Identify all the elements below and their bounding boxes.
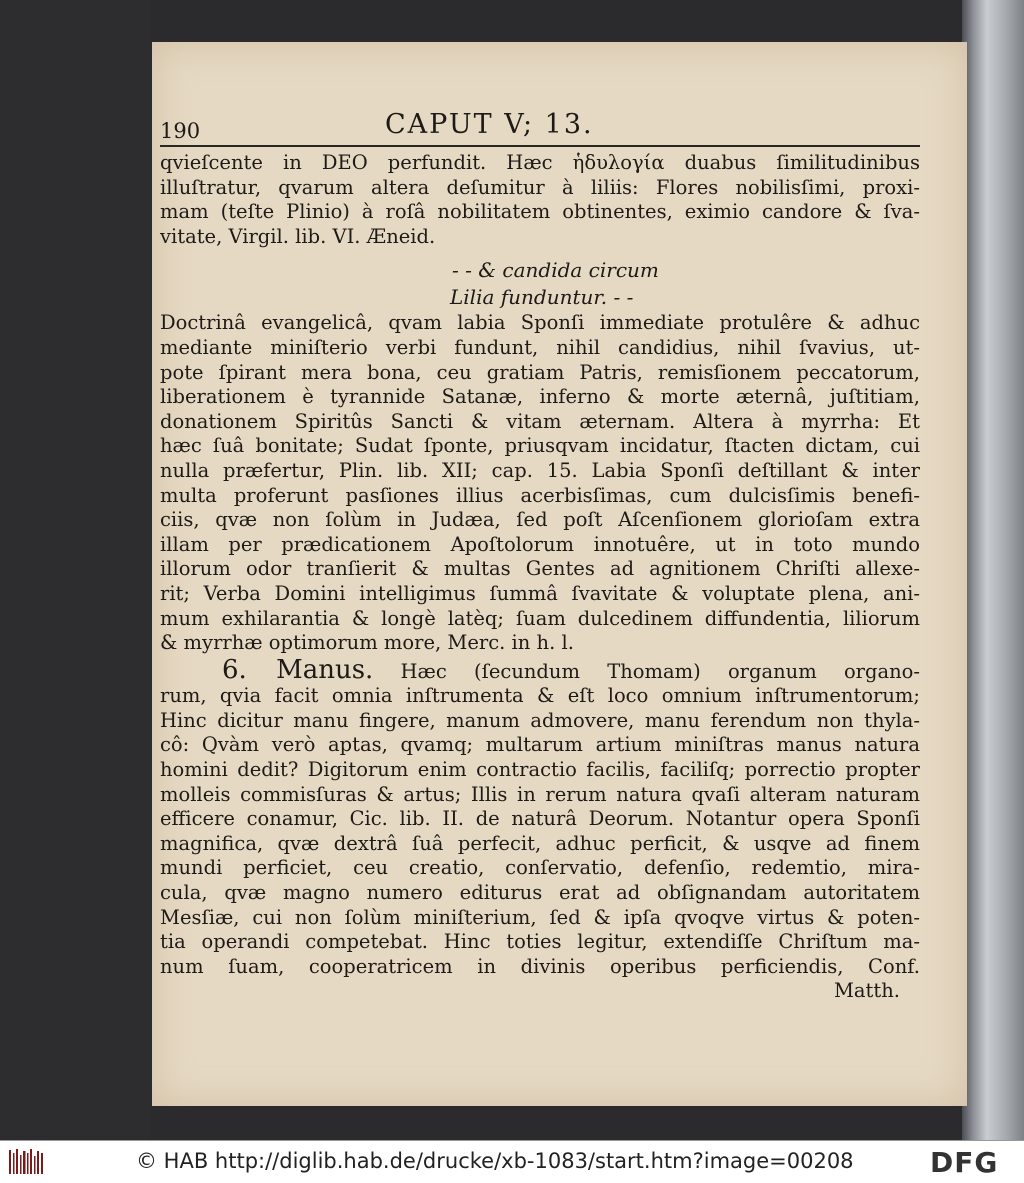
page-text: [160, 105, 920, 1004]
verse-quote-line: - - & candida circum: [452, 258, 659, 283]
text-line: multa proferunt pasſiones illius acerbisſimas, cum dulcisſimis benefi-: [160, 483, 920, 507]
text-line: mum exhilarantia & longè latèq; ſuam dulcedinem diffundentia, liliorum: [160, 606, 920, 630]
book-spine: [962, 0, 1024, 1140]
text-line: illam per prædicationem Apoſtolorum innotuêre, ut in toto mundo: [160, 532, 920, 556]
text-line: Mesſiæ, cui non ſolùm miniſterium, ſed & ipſa qvoqve virtus & poten-: [160, 905, 920, 929]
text-line: rum, qvia facit omnia inſtrumenta & eſt loco omnium inſtrumentorum;: [160, 684, 920, 708]
text-line: nulla præfertur, Plin. lib. XII; cap. 15. Labia Sponſi deſtillant & inter: [160, 458, 920, 482]
text-line: Doctrinâ evangelicâ, qvam labia Sponſi immediate protulêre & adhuc: [160, 311, 920, 335]
text-line: & myrrhæ optimorum more, Merc. in h. l.: [160, 631, 574, 655]
text-line: illuſtratur, qvarum altera deſumitur à liliis: Flores nobilisſimi, proxi-: [160, 175, 920, 199]
text-line: tia operandi competebat. Hinc toties legitur, extendiſſe Chriſtum ma-: [160, 930, 920, 954]
dfg-logo: DFG: [930, 1146, 999, 1179]
text-line: rit; Verba Domini intelligimus ſummâ ſvavitate & voluptate plena, ani-: [160, 581, 920, 605]
viewer-footer: [0, 1140, 1024, 1183]
text-line: efficere conamur, Cic. lib. II. de naturâ Deorum. Notantur opera Sponſi: [160, 807, 920, 831]
text-line: illorum odor tranſierit & multas Gentes ad agnitionem Chriſti allexe-: [160, 557, 920, 581]
text-line: donationem Spiritûs Sancti & vitam æternam. Altera à myrrha: Et: [160, 409, 920, 433]
text-line: pote ſpirant mera bona, ceu gratiam Patris, remisſionem peccatorum,: [160, 360, 920, 384]
text-line: homini dedit? Digitorum enim contractio facilis, faciliſq; porrectio propter: [160, 758, 920, 782]
text-line: liberationem è tyrannide Satanæ, inferno & morte æternâ, juſtitiam,: [160, 385, 920, 409]
text-line: mediante miniſterio verbi fundunt, nihil candidius, nihil ſvavius, ut-: [160, 335, 920, 359]
text-line: Hinc dicitur manu fingere, manum admovere, manu ferendum non thyla-: [160, 708, 920, 732]
text-line: mundi perficiet, ceu creatio, conſervatio, defenſio, redemtio, mira-: [160, 856, 920, 880]
page-header: [160, 105, 920, 147]
paragraph-opening: [160, 654, 920, 685]
section-lead: 6. Manus.: [222, 654, 374, 685]
verse-quote-line: Lilia funduntur. - -: [450, 285, 634, 310]
hab-barcode-logo-icon[interactable]: [8, 1147, 46, 1177]
text-line: hæc ſuâ bonitate; Sudat ſponte, priusqvam incidatur, ſtacten dictam, cui: [160, 434, 920, 458]
text-line: cô: Qvàm verò aptas, qvamq; multarum artium miniſtras manus natura: [160, 733, 920, 757]
page-number: 190: [160, 119, 201, 143]
text-line: cula, qvæ magno numero editurus erat ad obſignandam autoritatem: [160, 881, 920, 905]
text-line: qvieſcente in DEO perfundit. Hæc ἡδυλογία duabus ſimilitudinibus: [160, 151, 920, 174]
text-line: molleis commisſuras & artus; Illis in rerum natura qvaſi alteram naturam: [160, 782, 920, 806]
scanner-background-left: [0, 0, 150, 1140]
text-line: magnifica, qvæ dextrâ ſuâ perfecit, adhuc perficit, & usqve ad finem: [160, 831, 920, 855]
text-line: num ſuam, cooperatricem in divinis operibus perficiendis, Conf.: [160, 954, 920, 978]
text-line: ciis, qvæ non ſolùm in Judæa, ſed poſt Aſcenſionem glorioſam extra: [160, 508, 920, 532]
text-line: vitate, Virgil. lib. VI. Æneid.: [160, 224, 436, 248]
source-url-link[interactable]: © HAB http://diglib.hab.de/drucke/xb-1083/start.htm?image=00208: [136, 1149, 854, 1173]
running-head: CAPUT V; 13.: [385, 109, 594, 140]
text-line: mam (teſte Plinio) à roſâ nobilitatem obtinentes, eximio candore & ſva-: [160, 200, 920, 224]
text-span: Hæc (ſecundum Thomam) organum organo-: [373, 659, 920, 683]
catchword: Matth.: [833, 979, 900, 1003]
